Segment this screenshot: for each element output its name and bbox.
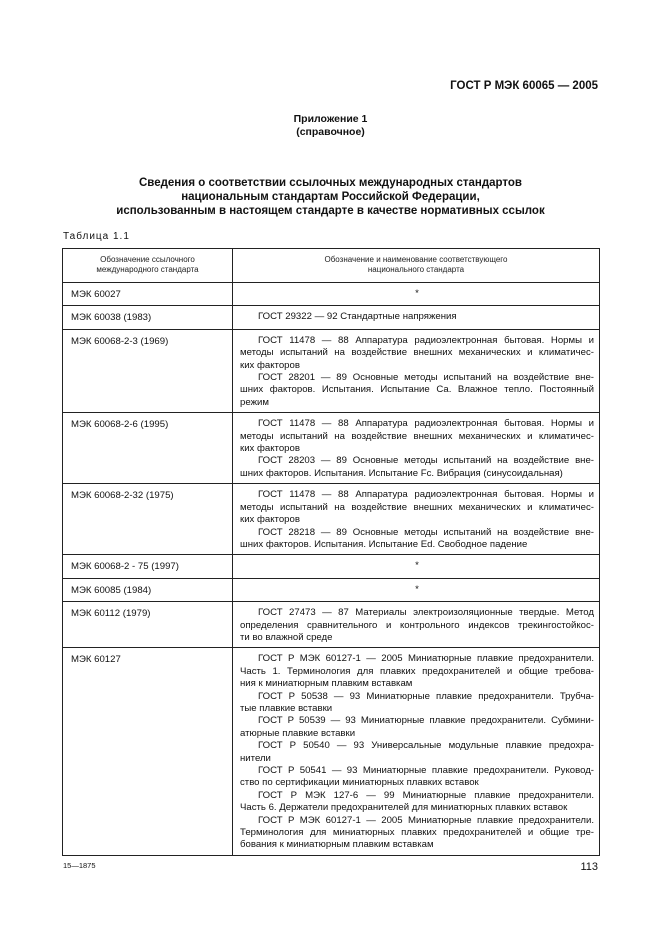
standard-text-line: Часть 1. Терминология для плавких предохранителей и общие требова- <box>240 665 594 677</box>
national-standard-cell <box>233 484 600 555</box>
table-row <box>63 413 600 484</box>
standard-text-line: атюрные плавкие вставки <box>240 727 356 739</box>
standard-text-line: ство по сертификации миниатюрных плавких вставок <box>240 777 479 789</box>
international-standard-cell: МЭК 60068-2-32 (1975) <box>63 484 233 555</box>
standard-text-line: ГОСТ Р МЭК 60127-1 — 2005 Миниатюрные плавкие предохранители. <box>258 653 594 665</box>
international-standard-cell: МЭК 60127 <box>63 648 233 856</box>
title-line: национальным стандартам Российской Федерации, <box>181 191 480 203</box>
table-row <box>63 484 600 555</box>
table-header-row <box>63 249 600 283</box>
standard-text-line: ГОСТ 28203 — 89 Основные методы испытаний на воздействие вне- <box>258 455 594 467</box>
col1-header: Обозначение ссылочного международного стандарта <box>63 249 233 283</box>
correspondence-table <box>62 248 600 856</box>
standard-text-line: ГОСТ 29322 — 92 Стандартные напряжения <box>258 311 457 323</box>
standard-text-line: методы испытаний на воздействие внешних механических и климатичес- <box>240 430 594 442</box>
standard-text-line: Часть 6. Держатели предохранителей для миниатюрных плавких вставок <box>240 802 568 814</box>
table-row <box>63 578 600 601</box>
table-row <box>63 329 600 412</box>
international-standard-cell: МЭК 60068-2 - 75 (1997) <box>63 555 233 578</box>
standard-text-line: ГОСТ Р 50541 — 93 Миниатюрные плавкие предохранители. Руковод- <box>258 765 594 776</box>
standard-text-line: ГОСТ Р 50539 — 93 Миниатюрные плавкие предохранители. Субмини- <box>258 715 594 727</box>
page-number: 113 <box>580 861 598 873</box>
table-row <box>63 283 600 306</box>
appendix-heading <box>0 113 661 139</box>
table-row <box>63 306 600 329</box>
standard-text-line: ких факторов <box>240 514 300 526</box>
appendix-type: (справочное) <box>296 126 365 138</box>
standard-text-line: ГОСТ Р 50538 — 93 Миниатюрные плавкие предохранители. Трубча- <box>258 690 594 702</box>
standard-text-line: ГОСТ 27473 — 87 Материалы электроизоляционные твердые. Метод <box>258 607 594 619</box>
document-id: ГОСТ Р МЭК 60065 — 2005 <box>450 80 598 92</box>
standard-text-line: шних факторов. Испытания. Испытание Са. Влажное тепло. Постоянный <box>240 384 594 396</box>
standard-text-line: Терминология для миниатюрных плавких предохранителей и общие тре- <box>240 827 594 839</box>
standard-text-line: тые плавкие вставки <box>240 702 333 714</box>
standard-text-line: шних факторов. Испытания. Испытание Fc. Вибрация (синусоидальная) <box>240 467 563 479</box>
standard-text-line: шних факторов. Испытания. Испытание Ed. Свободное падение <box>240 538 528 550</box>
national-standard-cell: * <box>233 283 600 306</box>
standard-text-line: определения сравнительного и контрольного индексов трекингостойкос- <box>240 619 594 631</box>
standard-text-line: ких факторов <box>240 359 300 371</box>
national-standard-cell <box>233 648 600 856</box>
col2-header: Обозначение и наименование соответствующего национального стандарта <box>233 249 600 283</box>
national-standard-cell: * <box>233 555 600 578</box>
national-standard-cell: * <box>233 578 600 601</box>
standard-text-line: ния к миниатюрным плавким вставкам <box>240 678 413 690</box>
section-title <box>0 176 661 218</box>
national-standard-cell <box>233 306 600 329</box>
title-line: использованным в настоящем стандарте в качестве нормативных ссылок <box>116 205 545 217</box>
table-row <box>63 602 600 648</box>
standard-text-line: ГОСТ Р МЭК 60127-1 — 2005 Миниатюрные плавкие предохранители. <box>258 814 594 826</box>
standard-text-line: бования к миниатюрным плавким вставкам <box>240 839 434 851</box>
standard-text-line: ГОСТ 11478 — 88 Аппаратура радиоэлектронная бытовая. Нормы и <box>258 418 594 430</box>
international-standard-cell: МЭК 60027 <box>63 283 233 306</box>
table-row <box>63 555 600 578</box>
national-standard-cell <box>233 329 600 412</box>
international-standard-cell: МЭК 60068-2-6 (1995) <box>63 413 233 484</box>
table-label: Таблица 1.1 <box>63 231 130 242</box>
print-code: 15—1875 <box>63 861 96 870</box>
standard-text-line: режим <box>240 396 269 408</box>
appendix-number: Приложение 1 <box>293 113 368 125</box>
national-standard-cell <box>233 602 600 648</box>
standard-text-line: методы испытаний на воздействие внешних механических и климатичес- <box>240 501 594 513</box>
international-standard-cell: МЭК 60112 (1979) <box>63 602 233 648</box>
standard-text-line: ти во влажной среде <box>240 631 333 643</box>
title-line: Сведения о соответствии ссылочных международных стандартов <box>138 177 522 189</box>
table-row <box>63 648 600 856</box>
national-standard-cell <box>233 413 600 484</box>
standard-text-line: ГОСТ 28201 — 89 Основные методы испытаний на воздействие вне- <box>258 372 594 384</box>
standard-text-line: нители <box>240 752 271 764</box>
international-standard-cell: МЭК 60038 (1983) <box>63 306 233 329</box>
standard-text-line: ГОСТ 11478 — 88 Аппаратура радиоэлектронная бытовая. Нормы и <box>258 334 594 346</box>
international-standard-cell: МЭК 60068-2-3 (1969) <box>63 329 233 412</box>
standard-text-line: ГОСТ 11478 — 88 Аппаратура радиоэлектронная бытовая. Нормы и <box>258 489 594 501</box>
standard-text-line: методы испытаний на воздействие внешних механических и климатичес- <box>240 347 594 359</box>
standard-text-line: ких факторов <box>240 443 300 455</box>
standard-text-line: ГОСТ 28218 — 89 Основные методы испытаний на воздействие вне- <box>258 526 594 538</box>
international-standard-cell: МЭК 60085 (1984) <box>63 578 233 601</box>
standard-text-line: ГОСТ Р МЭК 127-6 — 99 Миниатюрные плавкие предохранители. <box>258 789 594 801</box>
standard-text-line: ГОСТ Р 50540 — 93 Универсальные модульные плавкие предохра- <box>258 740 594 752</box>
